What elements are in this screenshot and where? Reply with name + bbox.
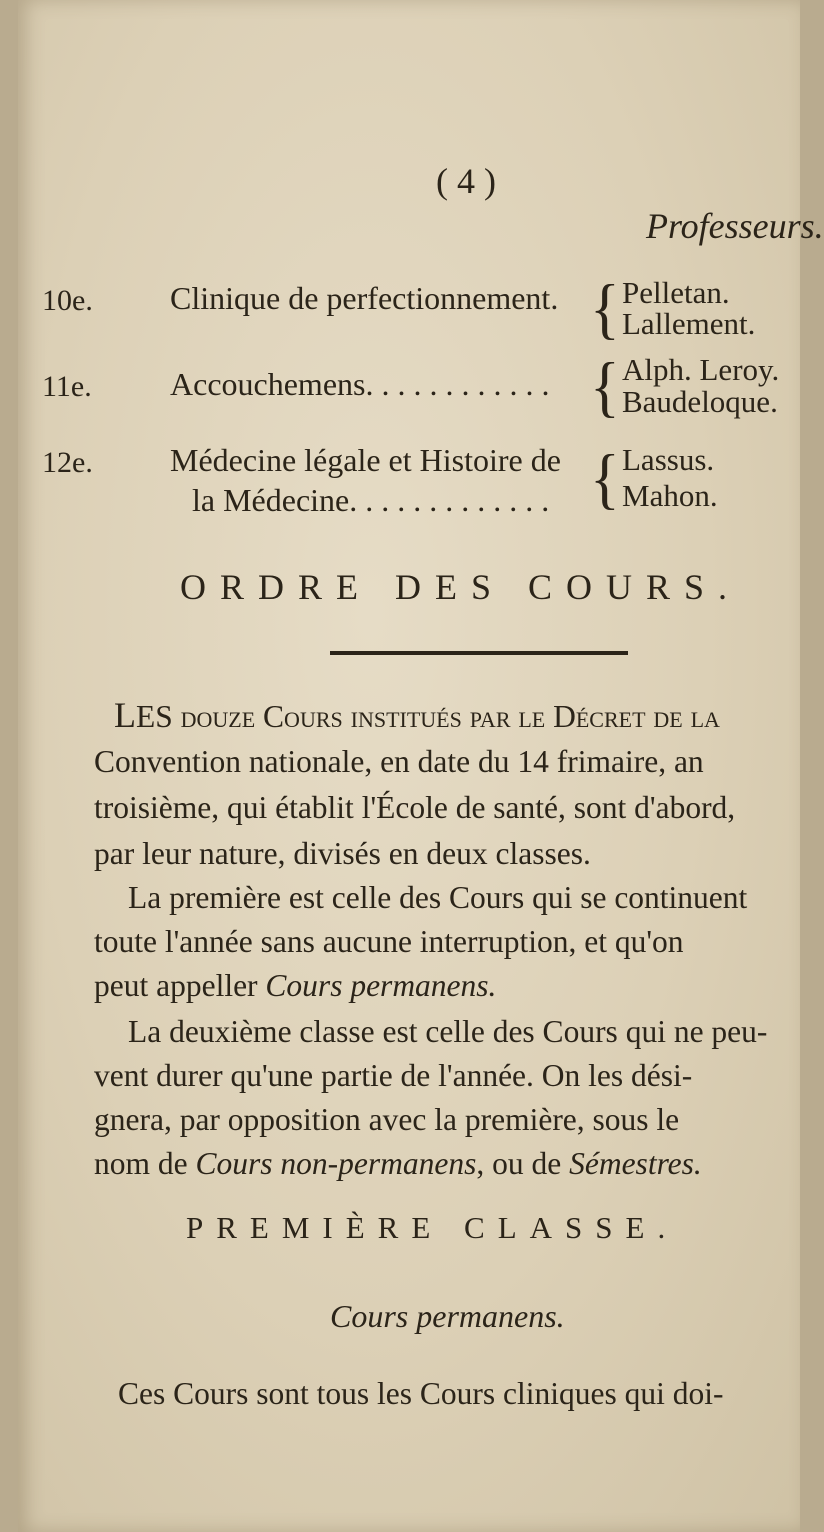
italic-term: Cours permanens. [265,968,497,1003]
paragraph-line: Ces Cours sont tous les Cours cliniques qui doi- [118,1376,724,1411]
entry-number: 10e. [42,284,93,317]
paragraph-line: La deuxième classe est celle des Cours qui ne peu- [128,1014,768,1049]
paragraph-line: troisième, qui établit l'École de santé, sont d'abord, [94,790,736,825]
section-title: ORDRE DES COURS. [180,567,742,607]
paragraph-line: vent durer qu'une partie de l'année. On les dési- [94,1058,693,1093]
entry-title: Médecine légale et Histoire de [170,442,561,478]
sub-heading: Cours permanens. [330,1298,565,1334]
line-text: peut appeller [94,968,258,1003]
entry-number: 12e. [42,446,93,479]
line-text: , ou de [476,1146,562,1181]
brace-icon: { [590,271,620,347]
paragraph-line: toute l'année sans aucune interruption, et qu'on [94,924,684,959]
paragraph-line [114,694,720,736]
professor-name: Alph. Leroy. [622,352,780,387]
paragraph-line: gnera, par opposition avec la première, sous le [94,1102,680,1137]
professor-name: Mahon. [622,478,718,513]
italic-term: Sémestres. [569,1146,702,1181]
class-heading: PREMIÈRE CLASSE. [186,1210,679,1245]
professeurs-header: Professeurs. [646,206,824,246]
drop-letter: L [114,695,136,735]
line-text: nom de [94,1146,188,1181]
brace-icon: { [590,349,620,425]
professor-name: Lallement. [622,306,756,341]
divider-rule [330,651,628,655]
paragraph-line: par leur nature, divisés en deux classes. [94,836,591,871]
paragraph-line [94,1146,702,1182]
italic-term: Cours non-permanens [195,1146,477,1181]
professor-name: Lassus. [622,442,715,477]
paragraph-line: La première est celle des Cours qui se continuent [128,880,748,915]
professor-name: Baudeloque. [622,384,778,419]
book-page [18,0,824,1532]
paragraph-line: Convention nationale, en date du 14 frimaire, an [94,744,704,779]
line-text: ES douze Cours institués par le Décret de la [136,699,720,734]
paragraph-line [94,968,496,1004]
professor-name: Pelletan. [622,275,730,310]
brace-icon: { [590,441,620,517]
entry-title: Clinique de perfectionnement. [170,280,559,316]
page-number: ( 4 ) [436,161,496,201]
entry-title: Accouchemens. . . . . . . . . . . . [170,366,550,402]
entry-title-continued: la Médecine. . . . . . . . . . . . . [192,482,550,518]
entry-number: 11e. [42,370,92,403]
